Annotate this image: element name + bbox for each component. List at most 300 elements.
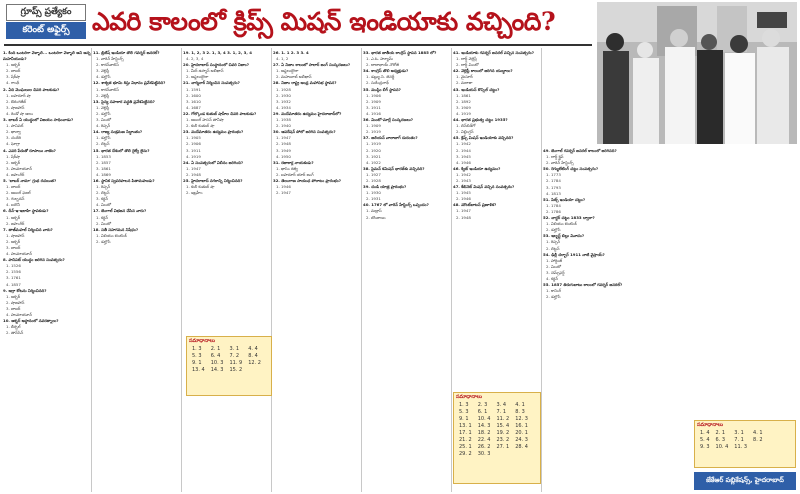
answers-box-3 <box>694 420 796 468</box>
answers-title: సమాధానాలు <box>697 422 723 428</box>
question-text: 1. కింది ఒంటరిగా వెళ్ళాలి... ఒంటరిగా వెళ్ళాలి అని అన్న మహనీయుడు? <box>3 50 91 62</box>
answer-cell: 4. 1 <box>515 402 525 408</box>
answer-cell: 17. 1 <box>459 430 472 436</box>
column-divider <box>361 48 362 492</box>
answers-row <box>456 409 531 416</box>
question-text: 49. బెంగాల్ గవర్నర్ జనరల్ కాలంలో జరిగినది? <box>543 148 617 153</box>
answer-cell: 22. 4 <box>477 437 491 443</box>
answer-option: 2. డల్హౌసీ <box>546 294 561 300</box>
question-text: 3. బాబర్ ఏ యుద్ధంలో విజయం సాధించాడు? <box>3 117 74 123</box>
answer-cell: 1. 3 <box>192 346 202 352</box>
answer-option: 2. మహబూబ్ అలీఖాన్ <box>276 74 312 80</box>
question-text: 27. ఏ నిజాం కాలంలో సాలార్ జంగ్ సంస్కరణలు? <box>273 62 351 68</box>
answer-option: 2. కారన్‌వాలిస్ <box>96 62 120 68</box>
answer-option: 4. 1869 <box>96 171 111 177</box>
answer-option: 4. 1, 2 <box>276 56 289 62</box>
answer-option: 3. 1945 <box>456 153 471 159</box>
answer-cell: 3. 4 <box>496 402 507 408</box>
answer-option: 1. కులీ కుతుబ్ షా <box>186 184 215 190</box>
question-text: 48. మౌంట్‌బాటన్ ప్రణాళిక? <box>453 202 497 208</box>
answer-cell <box>750 444 766 451</box>
answers-row <box>456 444 531 451</box>
answer-option: 2. 1931 <box>366 196 381 202</box>
answer-option: 3. 1793 <box>546 184 561 190</box>
section-tag-current-affairs: కరెంట్ అఫైర్స్ <box>6 22 86 39</box>
answer-cell: 23. 2 <box>496 437 510 443</box>
answer-option: 3. 1949 <box>276 147 291 153</box>
question-column-4 <box>273 50 361 490</box>
question-text: 11. బ్రిటిష్ ఇండియా తొలి గవర్నర్ జనరల్? <box>93 50 160 55</box>
answer-cell: 25. 1 <box>459 444 472 450</box>
answers-title: సమాధానాలు <box>189 338 215 344</box>
answer-option: 2. 1556 <box>6 269 21 275</box>
answer-option: 4. 1934 <box>276 104 291 110</box>
answer-option: 1. ఖాసిం రజ్వీ <box>276 165 298 171</box>
answer-option: 2. వారెన్ హేస్టింగ్స్ <box>546 160 574 166</box>
answer-cell: 10. 4 <box>715 444 729 450</box>
answer-cell: 2. 3 <box>477 402 488 408</box>
answer-option: 1. డల్హౌసీ <box>96 135 111 141</box>
question-text: 17. బెంగాల్ విభజన చేసిన వారు? <box>93 208 147 214</box>
answer-cell: 15. 4 <box>496 423 510 429</box>
answer-option: 2. తాన్‌సేన్ <box>6 330 24 336</box>
question-text: 45. క్రిప్స్ మిషన్ ఇండియాకు వచ్చినది? <box>453 135 514 141</box>
answer-option: 3. 1911 <box>366 104 381 110</box>
answer-option: 2. ఇబ్రహీం <box>186 190 203 196</box>
question-text: 33. భారత జాతీయ కాంగ్రెస్ స్థాపన 1885 లో? <box>363 50 437 55</box>
answer-option: 2. బొంబాయి <box>366 214 386 220</box>
answer-cell: 5. 3 <box>459 409 469 415</box>
answers-row <box>456 402 531 409</box>
question-text: 2. ఏది మొఘలుల చివరి పాలకుడు? <box>3 86 60 92</box>
answer-option: 3. 1911 <box>186 147 201 153</box>
question-text: 36. మింటో-మార్లే సంస్కరణలు? <box>363 117 414 123</box>
answer-cell: 28. 4 <box>515 444 528 450</box>
answer-option: 1. 1906 <box>366 92 381 98</box>
section-tag-groups: గ్రూప్స్ ప్రత్యేకం <box>6 4 86 21</box>
answer-option: 2. 1919 <box>366 129 381 135</box>
answer-option: 4. హుమాయూన్ <box>6 312 32 318</box>
question-text: 54. ఢిల్లీ దర్బార్ 1911 నాటి వైస్రాయ్? <box>543 251 605 257</box>
answer-option: 2. లిట్టన్ <box>96 190 110 196</box>
answers-row <box>456 437 531 444</box>
answer-option: 3. షాజహాన్ <box>6 104 25 110</box>
answer-cell: 29. 2 <box>459 451 472 457</box>
answers-box-2 <box>453 392 541 484</box>
answer-option: 2. లార్డ్ మింటో <box>456 62 479 68</box>
question-text: 55. 1857 తిరుగుబాటు కాలంలో గవర్నర్ జనరల్? <box>543 282 623 288</box>
question-text: 23. వందేమాతరం ఉద్యమం ప్రారంభం? <box>183 129 244 135</box>
answers-table <box>456 402 531 458</box>
answer-option: 1. 1861 <box>456 92 471 98</box>
answer-option: 2. 1948 <box>456 214 471 220</box>
answer-option: 1. వారెన్ హేస్టింగ్స్ <box>96 56 124 62</box>
answer-option: 3. మింటో <box>96 117 112 123</box>
answers-row <box>456 423 531 430</box>
answer-option: 2. డల్హౌసీ <box>96 238 111 244</box>
answer-cell: 26. 2 <box>477 444 491 450</box>
answer-option: 1. విలియం బెంటింక్ <box>546 221 577 227</box>
answer-option: 1. ఎ.ఓ. హ్యూమ్ <box>366 56 393 62</box>
question-text: 46. క్విట్ ఇండియా ఉద్యమం? <box>453 165 501 171</box>
answer-cell: 14. 3 <box>477 423 491 429</box>
question-text: 25. హైదరాబాద్ నగరాన్ని నిర్మించినది? <box>183 177 243 183</box>
headline-rule <box>4 44 592 46</box>
answer-option: 2. 1600 <box>186 92 201 98</box>
question-text: 5. 'బాబర్ నామా' గ్రంథ రచయిత? <box>3 177 57 183</box>
answer-option: 3. బాబర్ <box>6 305 21 311</box>
question-text: 47. కేబినెట్ మిషన్ వచ్చిన సంవత్సరం? <box>453 184 515 190</box>
question-text: 4. ఎవరి పేరుతో రూపాయి నాణెం? <box>3 147 56 153</box>
answer-option: 1. 1909 <box>366 123 381 129</box>
answer-option: 4. 1919 <box>186 153 201 159</box>
question-text: 8. పానిపట్ యుద్ధం జరిగిన సంవత్సరం? <box>3 257 65 263</box>
answers-row <box>697 444 766 451</box>
question-text: 51. పిట్స్ ఇండియా చట్టం? <box>543 196 586 202</box>
question-text: 13. సైన్య సహకార పద్ధతి ప్రవేశపెట్టినది? <box>93 98 155 104</box>
column-divider <box>271 48 272 492</box>
answer-option: 4. రెండో షా ఆలం <box>6 110 34 116</box>
answer-option: 1. 1927 <box>366 171 381 177</box>
answer-option: 4. ఘోగ్రా <box>6 141 20 147</box>
answer-option: 2. మింటో <box>546 263 562 269</box>
answer-cell: 11. 3 <box>734 444 748 450</box>
answer-option: 2. మింటో <box>96 220 112 226</box>
answer-option: 3. కర్జన్ <box>96 196 109 202</box>
question-text: 32. తెలంగాణ సాయుధ పోరాటం ప్రారంభం? <box>273 177 341 183</box>
answers-box-1 <box>186 336 272 396</box>
answer-option: 2. బహదూర్ యార్ జంగ్ <box>276 171 314 177</box>
answer-option: 4. డల్హౌసీ <box>96 74 111 80</box>
answer-cell: 7. 1 <box>496 409 507 415</box>
answer-cell: 13. 4 <box>192 367 205 373</box>
answer-cell: 18. 2 <box>477 430 491 436</box>
answer-option: 1. 1947 <box>456 208 471 214</box>
answers-table <box>189 346 264 374</box>
answer-option: 2. 1906 <box>186 141 201 147</box>
answer-cell: 30. 3 <box>477 451 491 457</box>
answer-cell: 6. 4 <box>210 353 221 359</box>
answer-option: 2. కులీ కుతుబ్ షా <box>186 123 215 129</box>
answers-row <box>697 437 766 444</box>
answer-option: 2. డల్హౌసీ <box>96 110 111 116</box>
answers-row <box>189 346 264 353</box>
answer-cell: 5. 3 <box>192 353 202 359</box>
question-text: 12. శాశ్వత భూమి శిస్తు విధానం ప్రవేశపెట్టినది? <box>93 80 166 86</box>
answer-option: 2. అబుల్ ఫజల్ <box>6 190 31 196</box>
question-text: 39. దండి యాత్ర ప్రారంభం? <box>363 184 407 190</box>
answer-option: 1. కర్జన్ <box>96 214 109 220</box>
answer-option: 2. ఖాన్వా <box>6 129 21 135</box>
answer-cell: 2. 1 <box>715 430 726 436</box>
answer-cell: 12. 2 <box>248 360 261 366</box>
question-text: 44. భారత ప్రభుత్వ చట్టం 1935? <box>453 117 508 123</box>
answer-option: 1. 1784 <box>546 202 561 208</box>
answer-option: 4. బదౌనీ <box>6 202 20 208</box>
answer-option: 4. జహంగీర్ <box>6 171 25 177</box>
answer-option: 3. వెల్లెస్లీ <box>96 68 110 74</box>
column-divider <box>91 48 92 492</box>
answers-row <box>189 367 264 374</box>
answer-option: 1. 1938 <box>276 117 291 123</box>
question-text: 37. జలియన్ వాలాబాగ్ దురంతం? <box>363 135 418 141</box>
answer-option: 1. మీర్ ఉస్మాన్ అలీఖాన్ <box>186 68 224 74</box>
question-text: 20. హైదరాబాద్ సంస్థానంలో చివరి నిజాం? <box>183 62 249 68</box>
answer-option: 1. 1591 <box>186 86 201 92</box>
answer-option: 4. 1687 <box>186 104 201 110</box>
answer-cell: 24. 3 <box>515 437 528 443</box>
answer-option: 2. 1909 <box>366 98 381 104</box>
answer-cell: 9. 1 <box>459 416 469 422</box>
answer-option: 1. వెల్లెస్లీ <box>96 104 110 110</box>
answer-cell: 4. 4 <box>248 346 258 352</box>
page-headline: ఎవరి కాలంలో క్రిప్స్ మిషన్ ఇండియాకు వచ్చింది? <box>92 7 556 36</box>
answers-row <box>189 360 264 367</box>
question-column-1 <box>3 50 91 490</box>
question-column-5 <box>363 50 451 490</box>
answer-option: 2. అక్బర్ <box>6 159 21 165</box>
answer-cell <box>493 451 512 458</box>
answer-cell: 5. 4 <box>700 437 710 443</box>
answer-option: 1. విలియం బెంటింక్ <box>96 232 127 238</box>
answer-option: 1. లార్డ్ వెల్లెస్లీ <box>456 56 477 62</box>
answer-option: 1. 1947 <box>276 135 291 141</box>
question-text: 50. రెగ్యులేటింగ్ చట్టం సంవత్సరం? <box>543 166 599 172</box>
question-text: 53. ఇల్బర్ట్ బిల్లు వివాదం? <box>543 233 585 239</box>
answer-option: 3. 1861 <box>96 165 111 171</box>
question-text: 26. 1. 1 2. 3 3. 4 <box>273 50 309 55</box>
answer-option: 2. లిట్టన్ <box>546 245 560 251</box>
answer-option: 4. 1922 <box>366 159 381 165</box>
answer-option: 3. బాబర్ <box>6 245 21 250</box>
answer-option: 3. 1932 <box>276 98 291 104</box>
answer-option: 2. 1940 <box>276 123 291 129</box>
answer-option: 1. కారన్‌వాలిస్ <box>96 86 120 92</box>
answer-cell: 6. 1 <box>477 409 488 415</box>
answer-option: 4. 1946 <box>456 159 471 165</box>
answer-option: 2. మరాఠా <box>456 80 473 86</box>
answer-cell: 21. 2 <box>459 437 472 443</box>
answer-option: 4. 2, 3, 4 <box>186 56 204 62</box>
answer-option: 1. 1942 <box>456 171 471 177</box>
answer-option: 1. 1945 <box>456 190 471 196</box>
answer-option: 1. మద్రాస్ <box>366 208 382 214</box>
question-text: 19. 1, 2, 3 2. 1, 3, 4 3. 1, 2, 3, 4 <box>183 50 252 55</box>
answer-cell: 3. 1 <box>734 430 744 436</box>
answer-option: 2. సురేంద్రనాథ్ <box>366 80 389 86</box>
answer-option: 2. 1948 <box>276 141 291 147</box>
answer-option: 3. చెమ్స్‌ఫర్డ్ <box>546 269 565 275</box>
answer-option: 3. చందేరి <box>6 135 21 141</box>
answer-option: 1. లార్డ్ క్లైవ్ <box>546 154 564 160</box>
answer-cell: 16. 1 <box>515 423 528 429</box>
answers-title: సమాధానాలు <box>456 394 482 400</box>
answers-row <box>456 451 531 458</box>
publisher-credit: జేకేఆర్ పబ్లికేషన్స్, హైదరాబాద్ <box>694 472 796 490</box>
answer-option: 2. లిట్టన్ <box>96 141 110 147</box>
answer-option: 3. 1610 <box>186 98 201 104</box>
answer-option: 1. బహదూర్ షా <box>6 92 31 98</box>
answer-option: 2. 1944 <box>456 147 471 153</box>
answer-option: 2. విల్లింగ్డన్ <box>456 129 474 135</box>
question-text: 38. సైమన్ కమిషన్ భారత్‌కు వచ్చినది? <box>363 165 425 171</box>
question-column-2 <box>93 50 181 490</box>
answer-cell: 9. 1 <box>192 360 202 366</box>
answer-cell: 8. 3 <box>515 409 525 415</box>
answer-option: 1. 1942 <box>456 141 471 147</box>
answer-option: 2. జహంగీర్ <box>6 220 25 226</box>
answer-option: 2. 1857 <box>96 159 111 165</box>
answer-option: 2. 1946 <box>456 196 471 202</box>
answer-cell: 8. 2 <box>753 437 763 443</box>
answer-option: 1. బాబర్ <box>6 184 21 190</box>
answer-option: 1. అక్బర్ <box>6 214 21 220</box>
answer-option: 1. డబ్ల్యు.సి. బెనర్జీ <box>366 74 395 80</box>
question-text: 40. 1767 లో వారెన్ హేస్టింగ్స్ ఒప్పందం? <box>363 202 429 208</box>
question-text: 35. ముస్లిం లీగ్ స్థాపన? <box>363 86 401 92</box>
answer-option: 1. 1946 <box>276 184 291 190</box>
question-text: 42. వెల్లెస్లీ కాలంలో జరిగిన యుద్ధాలు? <box>453 68 513 74</box>
answer-cell: 1. 3 <box>459 402 469 408</box>
question-text: 41. ఇండియాకు గవర్నర్ జనరల్ వచ్చిన సంవత్సరం? <box>453 50 534 55</box>
answer-option: 4. 1950 <box>276 153 291 159</box>
answer-option: 2. డల్హౌసీ <box>546 227 561 233</box>
answer-option: 1. అక్బర్ <box>6 293 21 299</box>
answer-option: 1. కానింగ్ <box>546 288 562 294</box>
answer-option: 2. 1892 <box>456 98 471 104</box>
answer-cell: 3. 1 <box>229 346 240 352</box>
question-text: 15. భారత దేశంలో తొలి రైల్వే లైను? <box>93 147 150 153</box>
question-text: 52. చార్టర్ చట్టం 1833 ద్వారా? <box>543 215 595 221</box>
answer-option: 2. 1920 <box>366 147 381 153</box>
answer-option: 1. మైసూర్ <box>456 74 473 80</box>
answer-option: 1. బీర్బల్ <box>6 324 21 330</box>
question-text: 34. కాంగ్రెస్ తొలి అధ్యక్షుడు? <box>363 68 409 74</box>
answer-option: 2. 1784 <box>546 178 561 184</box>
answer-cell: 4. 1 <box>753 430 763 436</box>
answer-cell: 14. 3 <box>210 367 224 373</box>
question-text: 21. చార్మినార్ నిర్మించిన సంవత్సరం? <box>183 80 240 86</box>
column-divider <box>181 48 182 492</box>
answer-option: 2. 1786 <box>546 208 561 214</box>
answer-option: 4. కర్జన్ <box>546 275 559 281</box>
answer-cell <box>245 367 264 374</box>
answers-row <box>456 430 531 437</box>
answer-option: 2. బాబర్ <box>6 68 21 74</box>
answer-cell: 10. 3 <box>210 360 224 366</box>
answer-cell: 1. 4 <box>700 430 710 436</box>
question-text: 22. గోల్కొండ కుతుబ్ షాహీల చివరి పాలకుడు? <box>183 110 257 116</box>
column-divider <box>541 48 542 492</box>
answer-option: 4. 1857 <box>6 281 21 287</box>
answer-option: 4. మింటో <box>96 202 112 208</box>
answers-row <box>456 416 531 423</box>
historic-photo <box>597 2 797 144</box>
answer-option: 2. 1930 <box>276 92 291 98</box>
answer-option: 1. 1526 <box>6 263 21 269</box>
answer-option: 2. 1948 <box>186 171 201 177</box>
answer-option: 2. ఔరంగజేబ్ <box>6 98 27 104</box>
answer-option: 3. 1909 <box>456 104 471 110</box>
question-text: 43. ఇండియన్ కౌన్సిల్ చట్టం? <box>453 86 500 92</box>
answer-option: 2. వెల్లెస్లీ <box>96 92 110 98</box>
question-text: 28. నిజాం రాష్ట్ర ఆంధ్ర మహాసభ స్థాపన? <box>273 80 337 86</box>
question-text: 29. వందేమాతరం ఉద్యమం హైదరాబాద్‌లో? <box>273 110 342 116</box>
answer-option: 2. 1928 <box>366 177 381 183</box>
answer-cell: 13. 1 <box>459 423 472 429</box>
question-text: 10. అక్బర్ ఆస్థానంలో నవరత్నాలు? <box>3 318 59 324</box>
question-text: 9. ఆగ్రా కోటను నిర్మించినది? <box>3 287 47 293</box>
answer-cell: 15. 2 <box>229 367 243 373</box>
answer-option: 1. అఫ్జలుద్దౌలా <box>276 68 299 74</box>
question-text: 24. ఏ సంవత్సరంలో విలీనం జరిగింది? <box>183 159 244 165</box>
question-text: 31. రజాకార్ల నాయకుడు? <box>273 159 314 165</box>
answer-option: 4. గాంధీ <box>6 80 20 86</box>
question-text: 16. స్థానిక స్వపరిపాలన పితామహుడు? <box>93 177 155 183</box>
answer-option: 1. అక్బర్ <box>6 62 21 68</box>
answer-option: 3. 1921 <box>366 153 381 159</box>
question-column-3 <box>183 50 271 490</box>
question-text: 7. తాజ్‌మహల్ నిర్మించిన వారు? <box>3 226 53 232</box>
answer-option: 2. అక్బర్ <box>6 238 21 244</box>
answer-option: 1. హార్డింజ్ <box>546 257 563 263</box>
answer-option: 2. దాదాభాయ్ నౌరోజీ <box>366 62 399 68</box>
answer-option: 1. 1928 <box>276 86 291 92</box>
answer-option: 1. 1773 <box>546 172 561 178</box>
answer-option: 3. హుమాయూన్ <box>6 165 32 171</box>
answer-option: 4. 1919 <box>456 110 471 116</box>
answer-option: 1. షాజహాన్ <box>6 232 25 238</box>
answer-option: 1. షేర్‌షా <box>6 153 21 159</box>
answer-cell: 7. 1 <box>734 437 744 443</box>
answer-option: 1. 1919 <box>366 141 381 147</box>
answer-cell: 2. 1 <box>210 346 221 352</box>
answers-row <box>697 430 766 437</box>
answer-option: 1. 1930 <box>366 190 381 196</box>
answer-option: 4. 1813 <box>546 190 561 196</box>
answer-cell: 10. 4 <box>477 416 491 422</box>
answer-option: 2. షాజహాన్ <box>6 299 25 305</box>
answer-option: 4. హుమాయూన్ <box>6 251 32 257</box>
answer-cell: 12. 3 <box>515 416 528 422</box>
answer-option: 1. లిన్‌లిత్‌గో <box>456 123 476 129</box>
answer-cell: 27. 1 <box>496 444 510 450</box>
answer-option: 4. రిప్పన్ <box>96 123 111 129</box>
answer-option: 3. షేర్‌షా <box>6 74 21 80</box>
answer-cell: 6. 3 <box>715 437 726 443</box>
answer-option: 3. గుల్బదన్ <box>6 196 25 202</box>
answers-row <box>189 353 264 360</box>
question-text: 14. రాజ్య సంక్రమణ సిద్ధాంతం? <box>93 129 143 135</box>
answer-option: 1. అబుల్ హసన్ తానీషా <box>186 117 224 123</box>
answer-option: 2. 1943 <box>456 177 471 183</box>
answer-option: 2. అఫ్జలుద్దౌలా <box>186 74 209 80</box>
answer-cell: 8. 4 <box>248 353 258 359</box>
answer-option: 4. 1916 <box>366 110 381 116</box>
answer-cell: 9. 3 <box>700 444 710 450</box>
answers-table <box>697 430 766 451</box>
question-text: 18. సతీ సహగమన నిషేధం? <box>93 226 139 232</box>
answer-option: 1. 1905 <box>186 135 201 141</box>
answer-option: 1. 1853 <box>96 153 111 159</box>
answer-cell: 11. 2 <box>496 416 510 422</box>
answer-option: 1. రిప్పన్ <box>546 239 561 245</box>
answer-option: 1. రిప్పన్ <box>96 184 111 190</box>
column-divider <box>451 48 452 492</box>
answer-option: 1. 1947 <box>186 165 201 171</box>
question-text: 30. ఆపరేషన్ పోలో జరిగిన సంవత్సరం? <box>273 129 336 135</box>
answer-cell: 7. 2 <box>229 353 240 359</box>
